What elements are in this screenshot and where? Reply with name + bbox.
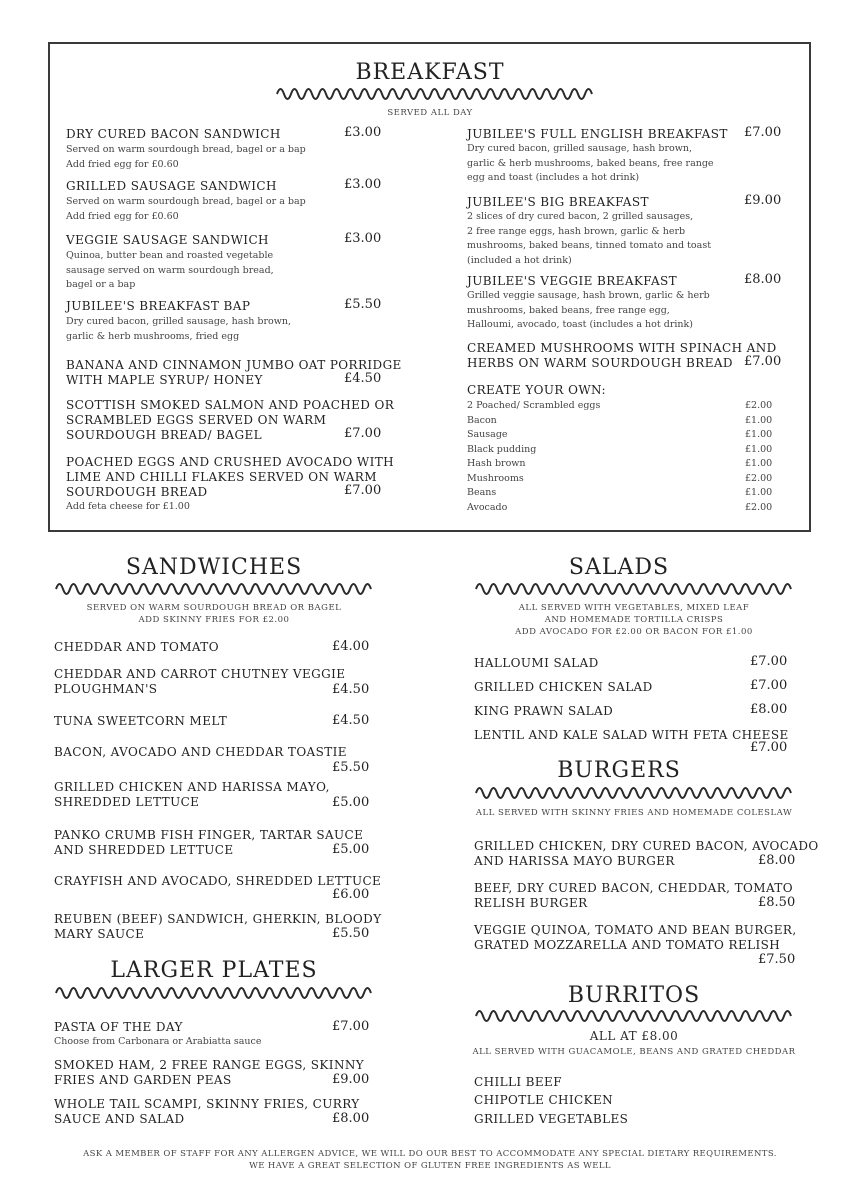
salads-title: SALADS [568, 555, 670, 580]
sandwiches-subtitle: SERVED ON WARM SOURDOUGH BREAD OR BAGEL ADD SKINNY FRIES FOR £2.00 [86, 603, 342, 625]
menu-item-price: £7.00 [344, 426, 382, 441]
menu-item-price: £3.00 [344, 125, 382, 140]
menu-item-name: CHEDDAR AND TOMATO [54, 640, 219, 654]
menu-item-name: PANKO CRUMB FISH FINGER, TARTAR SAUCE AND SHREDDED LETTUCE [54, 828, 364, 857]
menu-item-name: JUBILEE'S VEGGIE BREAKFAST [467, 274, 678, 288]
menu-item-price: £3.00 [344, 177, 382, 192]
menu-item-desc: 2 slices of dry cured bacon, 2 grilled sausages, 2 free range eggs, hash brown, garlic & herb mushrooms, baked beans, tinned tomato and toast (included a hot drink) [467, 211, 712, 266]
salads-subtitle: ALL SERVED WITH VEGETABLES, MIXED LEAF AND HOMEMADE TORTILLA CRISPS ADD AVOCADO FOR £2.00 OR BACON FOR £1.00 [515, 603, 753, 637]
wave-divider-icon [54, 580, 374, 598]
wave-divider-icon [54, 984, 374, 1002]
create-your-own-item-price: £1.00 [745, 414, 773, 426]
menu-item-desc: Choose from Carbonara or Arabiatta sauce [54, 1036, 262, 1047]
menu-item-name: CREAMED MUSHROOMS WITH SPINACH AND HERBS ON WARM SOURDOUGH BREAD [467, 341, 777, 370]
menu-item-price: £5.50 [332, 926, 370, 941]
menu-item-name: KING PRAWN SALAD [474, 704, 614, 718]
create-your-own-item-price: £1.00 [745, 443, 773, 455]
menu-item-price: £7.00 [344, 483, 382, 498]
create-your-own-item-name: Hash brown [467, 458, 526, 469]
menu-item-name: CRAYFISH AND AVOCADO, SHREDDED LETTUCE [54, 874, 382, 888]
wave-divider-icon [474, 1007, 794, 1025]
menu-item-desc: Add feta cheese for £1.00 [66, 501, 190, 512]
burgers-title: BURGERS [557, 758, 681, 783]
menu-item-price: £5.50 [332, 760, 370, 775]
menu-item-price: £5.00 [332, 795, 370, 810]
menu-item-price: £7.00 [744, 354, 782, 369]
menu-item-desc: Quinoa, butter bean and roasted vegetable sausage served on warm sourdough bread, bagel or a bap [66, 250, 274, 290]
menu-item-name: CHIPOTLE CHICKEN [474, 1093, 614, 1107]
menu-item-price: £4.50 [332, 713, 370, 728]
menu-item-price: £7.00 [750, 654, 788, 669]
menu-item-price: £3.00 [344, 231, 382, 246]
menu-item-price: £8.00 [758, 853, 796, 868]
menu-item-price: £4.00 [332, 639, 370, 654]
menu-item-price: £7.00 [744, 125, 782, 140]
create-your-own-item-name: Mushrooms [467, 472, 524, 484]
wave-divider-icon [474, 784, 794, 802]
menu-item-name: DRY CURED BACON SANDWICH [66, 127, 281, 141]
menu-item-name: GRILLED CHICKEN AND HARISSA MAYO, SHREDDED LETTUCE [54, 780, 330, 809]
create-your-own-item-price: £1.00 [745, 458, 773, 469]
burritos-subtitle: ALL SERVED WITH GUACAMOLE, BEANS AND GRATED CHEDDAR [472, 1047, 796, 1057]
create-your-own-item-name: Sausage [467, 429, 508, 440]
menu-item-price: £7.50 [758, 952, 796, 967]
create-your-own-item-name: 2 Poached/ Scrambled eggs [467, 400, 601, 411]
create-your-own-item-name: Beans [467, 487, 497, 498]
menu-item-name: WHOLE TAIL SCAMPI, SKINNY FRIES, CURRY SAUCE AND SALAD [54, 1097, 360, 1126]
menu-item-price: £7.00 [750, 678, 788, 693]
menu-item-name: VEGGIE QUINOA, TOMATO AND BEAN BURGER, GRATED MOZZARELLA AND TOMATO RELISH [474, 923, 797, 952]
menu-item-price: £7.00 [332, 1019, 370, 1034]
menu-item-desc: Served on warm sourdough bread, bagel or a bap Add fried egg for £0.60 [66, 144, 306, 170]
menu-item-name: SCOTTISH SMOKED SALMON AND POACHED OR SCRAMBLED EGGS SERVED ON WARM SOURDOUGH BREAD/ BAGEL [66, 398, 395, 442]
menu-item-desc: Served on warm sourdough bread, bagel or a bap Add fried egg for £0.60 [66, 196, 306, 222]
menu-item-desc: Dry cured bacon, grilled sausage, hash brown, garlic & herb mushrooms, fried egg [66, 316, 291, 342]
menu-item-price: £4.50 [332, 682, 370, 697]
breakfast-subtitle: SERVED ALL DAY [387, 108, 473, 118]
menu-item-price: £8.00 [744, 272, 782, 287]
burgers-subtitle: ALL SERVED WITH SKINNY FRIES AND HOMEMADE COLESLAW [475, 808, 793, 818]
menu-item-price: £8.00 [332, 1111, 370, 1126]
sandwiches-title: SANDWICHES [125, 555, 303, 580]
menu-item-name: REUBEN (BEEF) SANDWICH, GHERKIN, BLOODY MARY SAUCE [54, 912, 382, 941]
menu-item-name: LENTIL AND KALE SALAD WITH FETA CHEESE [474, 728, 789, 742]
menu-item-name: JUBILEE'S BIG BREAKFAST [467, 195, 649, 209]
menu-item-name: TUNA SWEETCORN MELT [54, 714, 228, 728]
menu-item-name: JUBILEE'S BREAKFAST BAP [66, 299, 251, 313]
menu-item-name: CHILLI BEEF [474, 1075, 562, 1089]
menu-item-name: GRILLED CHICKEN, DRY CURED BACON, AVOCADO AND HARISSA MAYO BURGER [474, 839, 819, 868]
create-your-own-item-name: Bacon [467, 414, 497, 426]
menu-item-name: CHEDDAR AND CARROT CHUTNEY VEGGIE PLOUGHMAN'S [54, 667, 346, 696]
wave-divider-icon [474, 580, 794, 598]
create-your-own-item-name: Avocado [467, 501, 508, 513]
menu-item-price: £4.50 [344, 371, 382, 386]
menu-item-name: BANANA AND CINNAMON JUMBO OAT PORRIDGE WITH MAPLE SYRUP/ HONEY [66, 358, 402, 387]
menu-item-name: PASTA OF THE DAY [54, 1020, 183, 1034]
menu-item-name: HALLOUMI SALAD [474, 656, 599, 670]
breakfast-title: BREAKFAST [355, 60, 505, 85]
menu-item-price: £5.50 [344, 297, 382, 312]
burritos-title: BURRITOS [567, 983, 701, 1008]
menu-item-price: £7.00 [750, 740, 788, 755]
menu-item-price: £9.00 [744, 193, 782, 208]
menu-item-price: £8.50 [758, 895, 796, 910]
menu-item-name: GRILLED VEGETABLES [474, 1112, 629, 1126]
menu-item-price: £6.00 [332, 887, 370, 902]
menu-item-price: £8.00 [750, 702, 788, 717]
create-your-own-title: CREATE YOUR OWN: [467, 383, 606, 397]
create-your-own-item-price: £2.00 [745, 472, 773, 484]
menu-item-name: JUBILEE'S FULL ENGLISH BREAKFAST [467, 127, 728, 141]
menu-item-name: VEGGIE SAUSAGE SANDWICH [66, 233, 269, 247]
menu-item-price: £5.00 [332, 842, 370, 857]
menu-item-name: SMOKED HAM, 2 FREE RANGE EGGS, SKINNY FRIES AND GARDEN PEAS [54, 1058, 365, 1087]
menu-item-name: GRILLED SAUSAGE SANDWICH [66, 179, 277, 193]
larger-plates-title: LARGER PLATES [110, 958, 318, 983]
menu-item-name: BEEF, DRY CURED BACON, CHEDDAR, TOMATO RELISH BURGER [474, 881, 793, 910]
create-your-own-item-price: £1.00 [745, 487, 773, 498]
wave-divider-icon [275, 85, 595, 103]
menu-item-name: POACHED EGGS AND CRUSHED AVOCADO WITH LIME AND CHILLI FLAKES SERVED ON WARM SOURDOUGH BREAD [66, 455, 395, 499]
menu-item-name: BACON, AVOCADO AND CHEDDAR TOASTIE [54, 745, 347, 759]
burritos-price-line: ALL AT £8.00 [589, 1029, 679, 1043]
menu-item-price: £9.00 [332, 1072, 370, 1087]
menu-item-desc: Grilled veggie sausage, hash brown, garlic & herb mushrooms, baked beans, free range egg, Halloumi, avocado, toast (includes a hot drink) [467, 290, 710, 330]
menu-item-desc: Dry cured bacon, grilled sausage, hash brown, garlic & herb mushrooms, baked beans, free range egg and toast (includes a hot drink) [467, 143, 714, 183]
allergen-footer: ASK A MEMBER OF STAFF FOR ANY ALLERGEN ADVICE, WE WILL DO OUR BEST TO ACCOMMODATE ANY SPECIAL DIETARY REQUIREMENTS. WE HAVE A GREAT SELECTION OF GLUTEN FREE INGREDIENTS AS WELL [83, 1149, 777, 1171]
menu-item-name: GRILLED CHICKEN SALAD [474, 680, 653, 694]
create-your-own-item-name: Black pudding [467, 443, 537, 455]
create-your-own-item-price: £1.00 [745, 429, 773, 440]
create-your-own-item-price: £2.00 [745, 501, 773, 513]
create-your-own-item-price: £2.00 [745, 400, 773, 411]
